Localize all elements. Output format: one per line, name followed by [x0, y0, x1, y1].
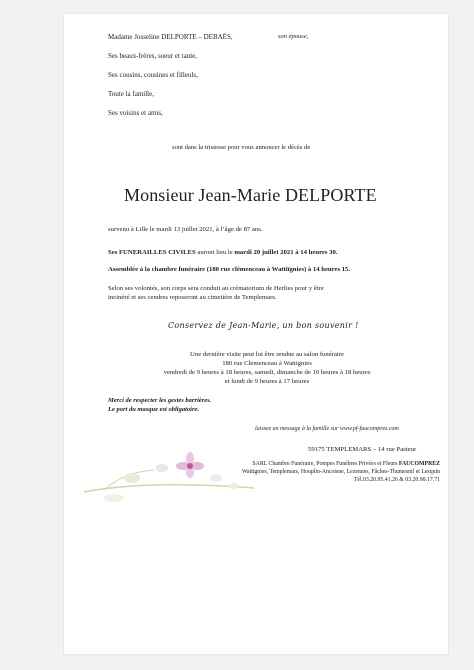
funeral-home-address: 59175 TEMPLEMARS – 14 rue Pasteur: [308, 446, 417, 453]
barrier-line-2: Le port du masque est obligatoire.: [108, 406, 199, 413]
memory-phrase: Conservez de Jean-Marie, un bon souvenir !: [168, 321, 359, 330]
visit-line-3: vendredi de 9 heures à 18 heures, samedi, dimanche de 10 heures à 18 heures: [163, 369, 371, 376]
funeral-date: mardi 20 juillet 2021 à 14 heures 30.: [234, 249, 338, 256]
announcement-sheet: [64, 14, 448, 654]
family-spouse-role: son épouse,: [278, 33, 309, 40]
announcement-text: sont dans la tristesse pour vous annoncer le décès de: [172, 144, 311, 151]
family-line-spouse-name: Madame Josseline DELPORTE – DEBAËS,: [108, 33, 233, 41]
barrier-line-1: Merci de respecter les gestes barrières.: [108, 397, 212, 404]
wishes-line-2: incinéré et ses cendres reposeront au cimetière de Templemars.: [108, 294, 277, 301]
assembly-details: Assemblée à la chambre funéraire (180 rue clémenceau à Wattiïgnies) à 14 heures 15.: [108, 266, 351, 273]
company-line-1: [212, 461, 440, 468]
deceased-name: Monsieur Jean-Marie DELPORTE: [124, 185, 377, 205]
funeral-when: auront lieu le: [197, 249, 233, 256]
death-details: survenu à Lille le mardi 13 juillet 2021, à l’âge de 87 ans.: [108, 226, 263, 233]
visit-line-4: et lundi de 9 heures à 17 heures: [224, 378, 310, 385]
company-line-3: Tél.03.20.95.41.26 & 03.20.90.17.71: [353, 477, 440, 483]
condolence-message-link[interactable]: laissez un message à la famille sur www.pf-faucomprez.com: [255, 426, 399, 432]
family-line-cousins: Ses cousins, cousines et filleuls,: [108, 71, 198, 79]
family-line-neighbors: Ses voisins et amis,: [108, 109, 163, 117]
family-line-whole-family: Toute la famille,: [108, 90, 154, 98]
company-line-2: Wattignies, Templemars, Houplin-Ancoisne, Lezennes, Fâches-Thumesnil et Lesquin: [242, 469, 440, 475]
funeral-label: Ses FUNERAILLES CIVILES: [108, 249, 196, 256]
family-line-siblings: Ses beaux-frères, soeur et tante,: [108, 52, 198, 60]
company-description: SARL Chambre Funéraire, Pompes Funèbres Privées et Fleurs: [252, 461, 398, 467]
wishes-line-1: Selon ses volontés, son corps sera conduit au crématorium de Herlies pour y être: [108, 285, 324, 292]
visit-line-1: Une dernière visite peut lui être rendue au salon funéraire: [190, 351, 344, 358]
funeral-details: [108, 248, 338, 257]
visit-line-2: 180 rue Clemenceau à Wattignies: [222, 360, 312, 367]
company-brand: FAUCOMPREZ: [398, 461, 440, 467]
